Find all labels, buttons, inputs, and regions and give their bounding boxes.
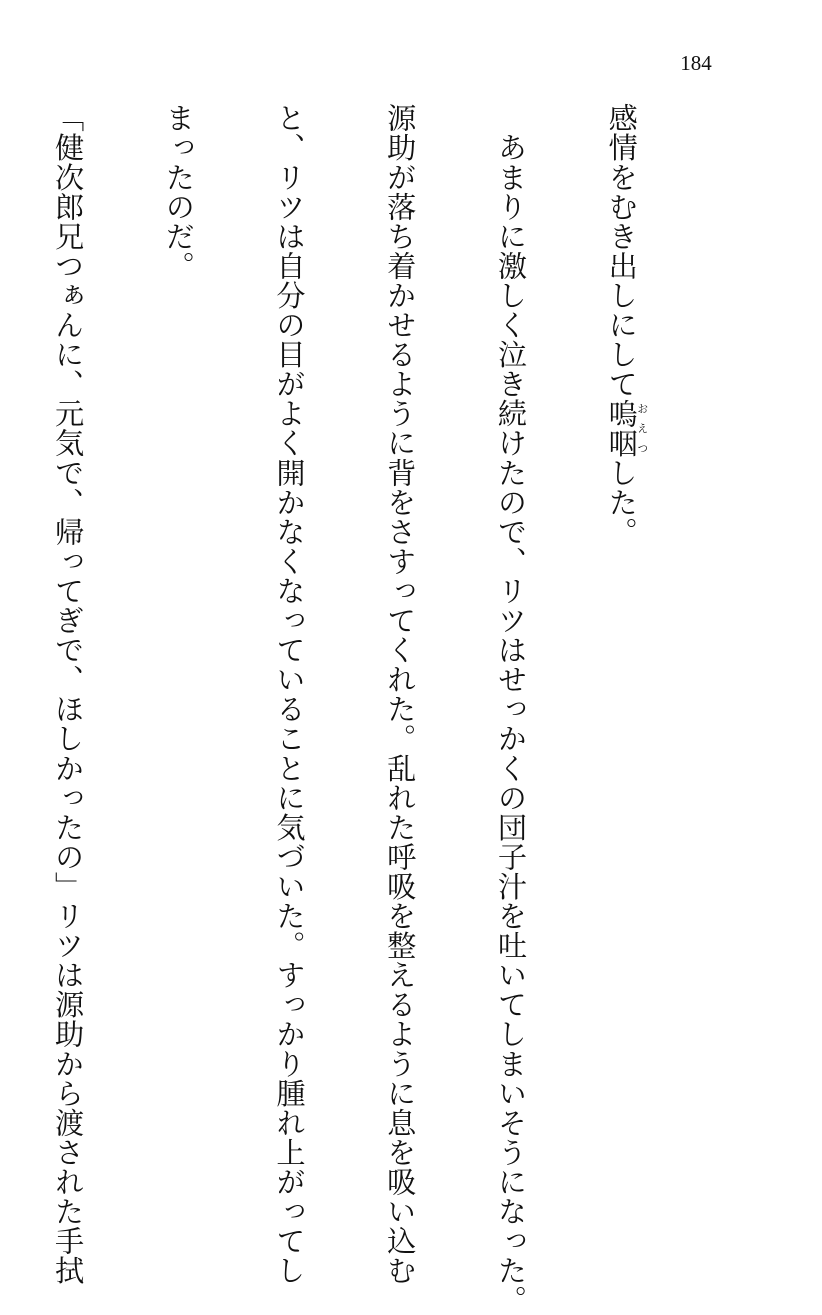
column-1-text-after: した。 xyxy=(604,457,639,547)
ruby-reading: おえつ xyxy=(635,398,649,458)
ruby-annotation xyxy=(604,398,649,458)
text-column-1 xyxy=(602,103,648,1093)
text-column: 源助が落ち着かせるように背をさすってくれた。乱れた呼吸を整えるように息を吸い込む xyxy=(382,103,417,1285)
text-column: まったのだ。 xyxy=(161,103,196,281)
column-1-text-before: 感情をむき出しにして xyxy=(604,103,639,399)
text-column: と、リツは自分の目がよく開かなくなっていることに気づいた。すっかり腫れ上がってし xyxy=(272,103,307,1285)
page-number: 184 xyxy=(680,51,712,75)
novel-body-text xyxy=(0,103,722,1315)
text-column: 「健次郎兄つぁんに、元気で、帰ってぎで、ほしかったの」リツは源助から渡された手拭 xyxy=(50,103,85,1285)
text-column: あまりに激しく泣き続けたので、リツはせっかくの団子汁を吐いてしまいそうになった。 xyxy=(493,103,528,1315)
ruby-base: 嗚咽 xyxy=(604,398,639,458)
